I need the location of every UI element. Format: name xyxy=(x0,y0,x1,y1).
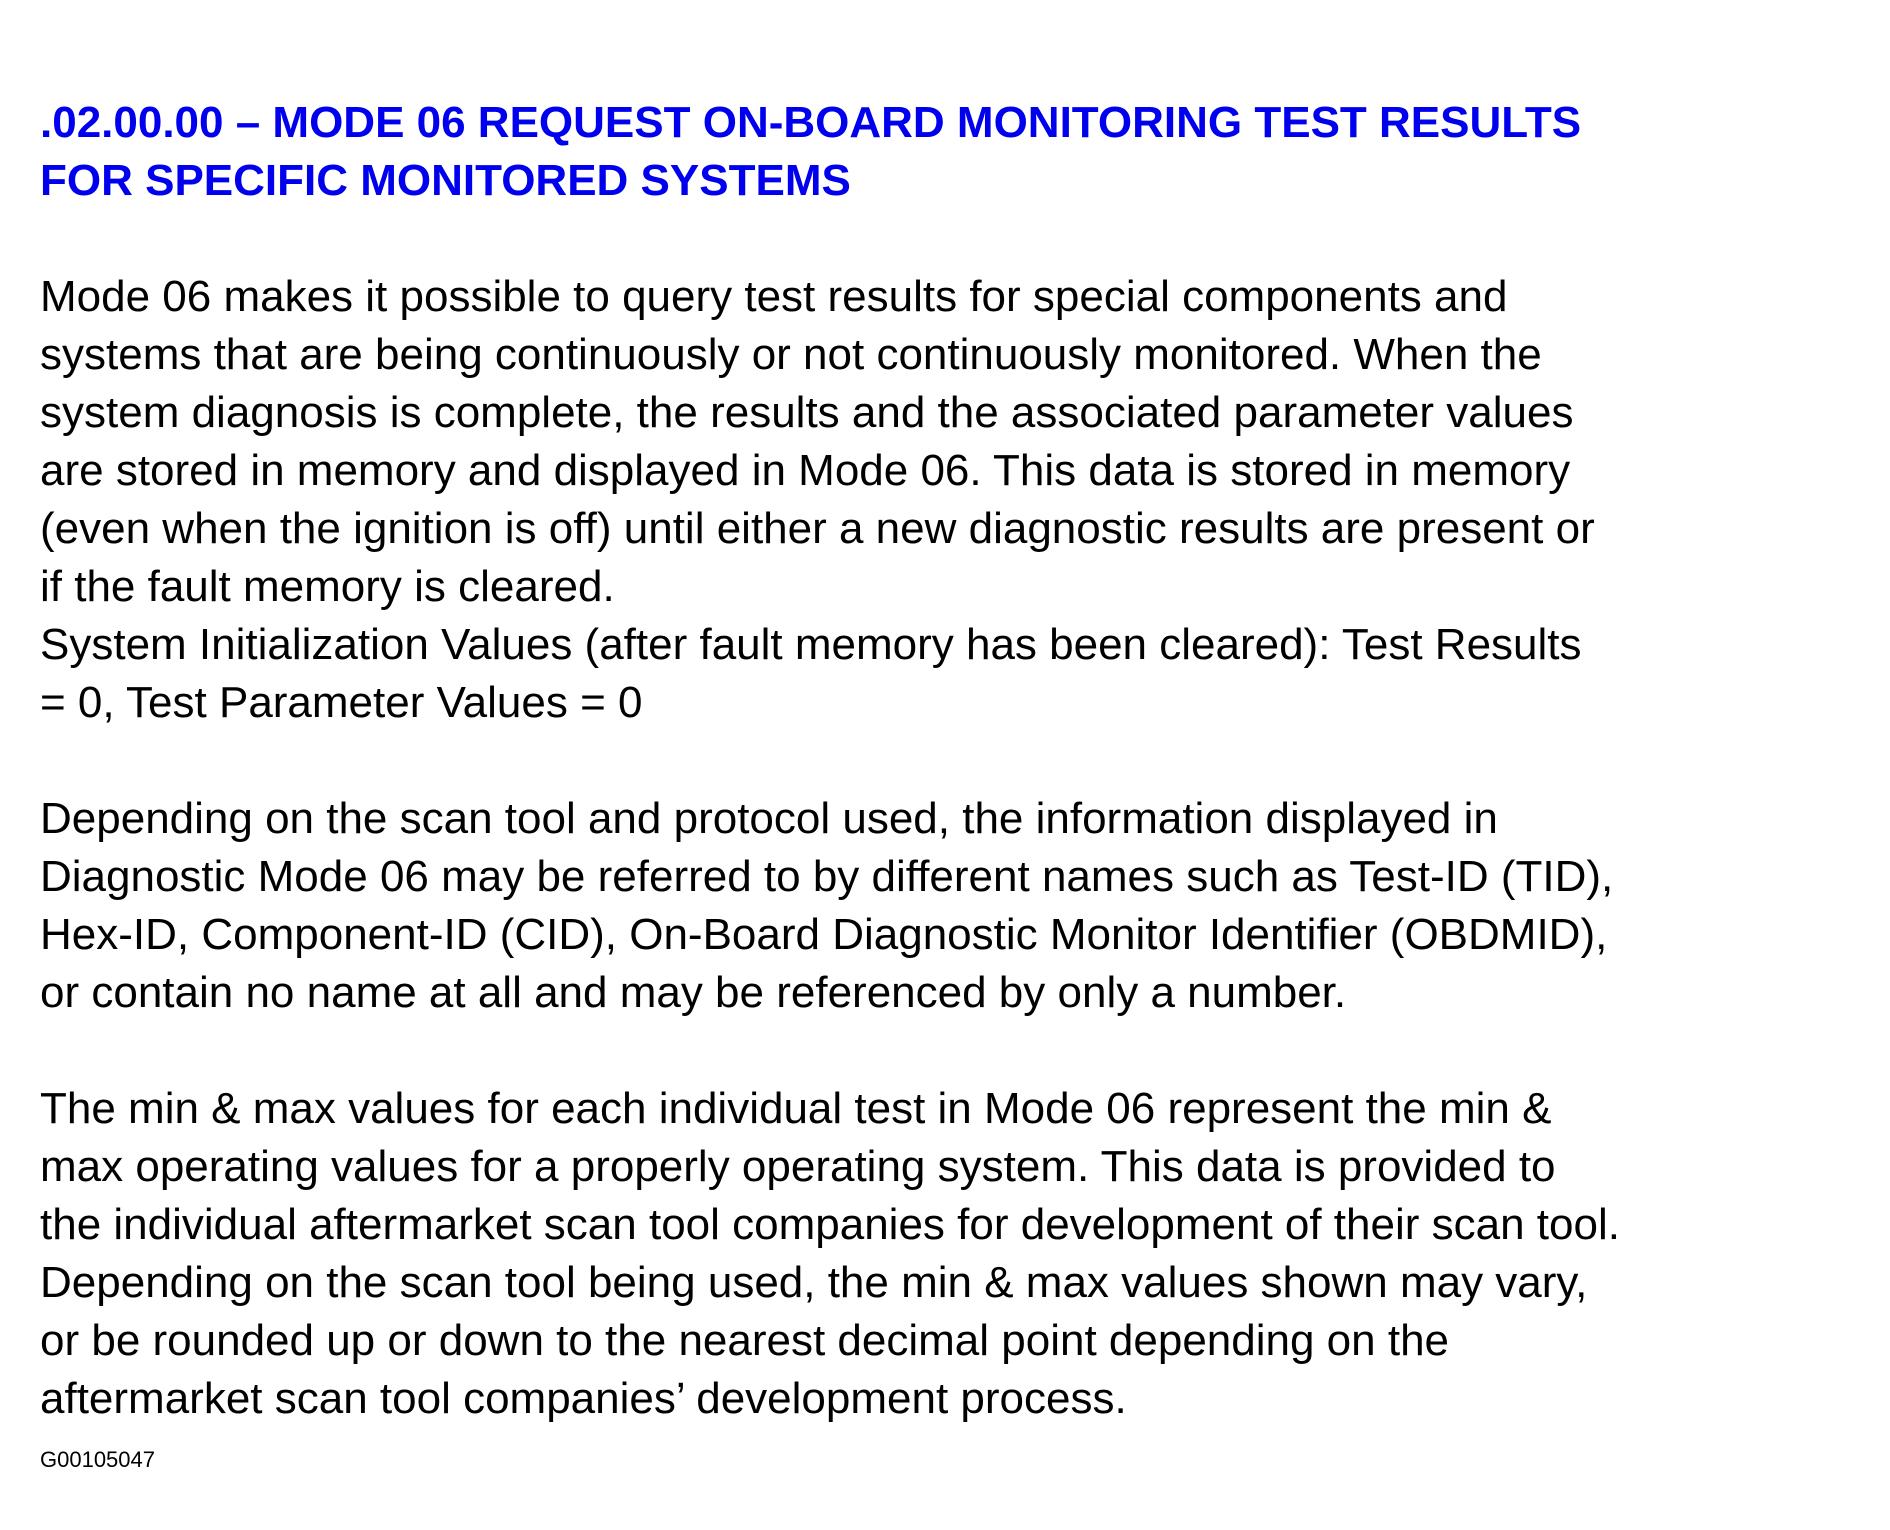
text-line: system diagnosis is complete, the results and the associated parameter values xyxy=(40,388,1574,437)
text-line: Mode 06 makes it possible to query test results for special components and xyxy=(40,272,1508,321)
text-line: or be rounded up or down to the nearest decimal point depending on the xyxy=(40,1316,1450,1365)
text-line: max operating values for a properly operating system. This data is provided to xyxy=(40,1142,1556,1191)
paragraph-spacer xyxy=(40,210,1870,268)
text-line: aftermarket scan tool companies’ development process. xyxy=(40,1374,1127,1423)
section-heading xyxy=(40,94,1870,210)
text-line: System Initialization Values (after fault memory has been cleared): Test Results xyxy=(40,620,1582,669)
text-line: Depending on the scan tool being used, the min & max values shown may vary, xyxy=(40,1258,1588,1307)
paragraph-scan-tool-names xyxy=(40,790,1870,1022)
text-line: or contain no name at all and may be referenced by only a number. xyxy=(40,968,1347,1017)
paragraph-spacer xyxy=(40,1022,1870,1080)
text-line: if the fault memory is cleared. xyxy=(40,562,615,611)
text-line: Hex-ID, Component-ID (CID), On-Board Diagnostic Monitor Identifier (OBDMID), xyxy=(40,910,1608,959)
paragraph-min-max-values xyxy=(40,1080,1870,1428)
heading-line: .02.00.00 – MODE 06 REQUEST ON-BOARD MONITORING TEST RESULTS xyxy=(40,98,1582,147)
text-line: Depending on the scan tool and protocol used, the information displayed in xyxy=(40,794,1498,843)
paragraph-spacer xyxy=(40,732,1870,790)
heading-line: FOR SPECIFIC MONITORED SYSTEMS xyxy=(40,156,851,205)
text-line: (even when the ignition is off) until either a new diagnostic results are present or xyxy=(40,504,1595,553)
figure-id-label: G00105047 xyxy=(40,1447,155,1472)
text-line: systems that are being continuously or not continuously monitored. When the xyxy=(40,330,1542,379)
text-line: the individual aftermarket scan tool companies for development of their scan tool. xyxy=(40,1200,1620,1249)
text-line: = 0, Test Parameter Values = 0 xyxy=(40,678,643,727)
text-line: The min & max values for each individual test in Mode 06 represent the min & xyxy=(40,1084,1552,1133)
text-line: are stored in memory and displayed in Mode 06. This data is stored in memory xyxy=(40,446,1571,495)
document-body xyxy=(40,94,1870,1428)
text-line: Diagnostic Mode 06 may be referred to by different names such as Test-ID (TID), xyxy=(40,852,1614,901)
paragraph-mode06-description xyxy=(40,268,1870,732)
